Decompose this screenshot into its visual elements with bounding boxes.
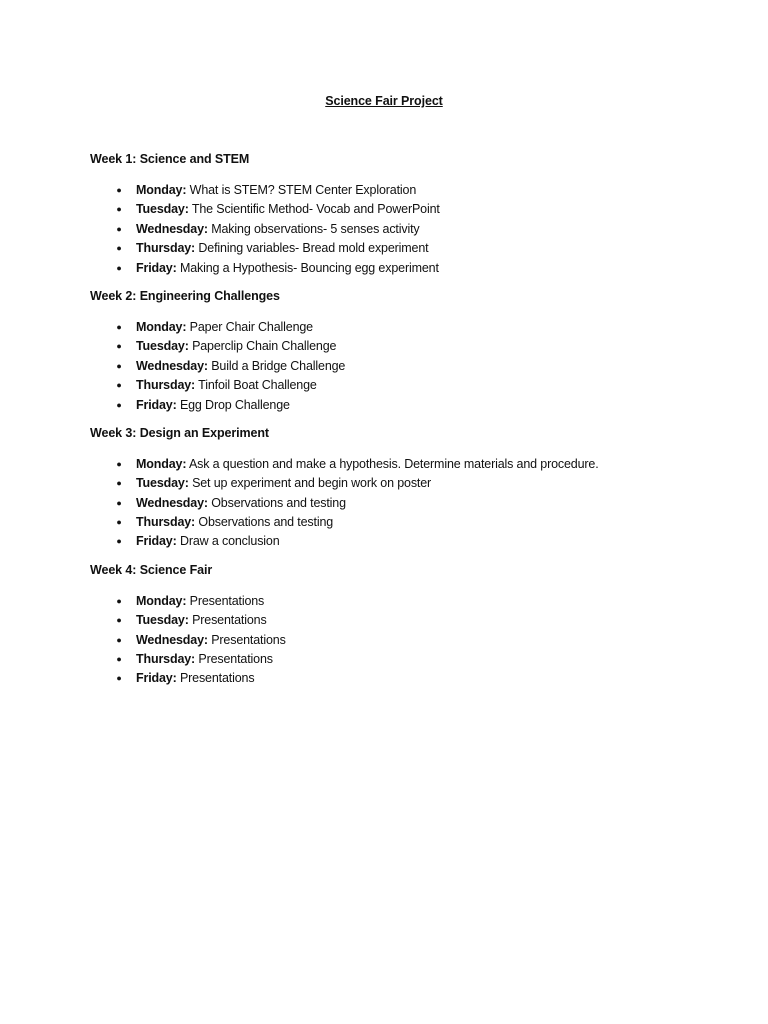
bullet-icon: ● [116, 223, 122, 234]
list-item [90, 259, 710, 278]
bullet-icon: ● [116, 341, 122, 352]
day-label: Tuesday: [136, 202, 189, 217]
activity-text: Presentations [176, 671, 255, 686]
bullet-icon: ● [116, 321, 122, 332]
list-item [90, 611, 710, 630]
week-section [90, 562, 710, 689]
list-item [90, 337, 710, 356]
activity-text: Build a Bridge Challenge [207, 358, 346, 373]
week-section [90, 425, 710, 552]
list-item [90, 592, 710, 611]
day-list [90, 318, 710, 415]
activity-text: Paperclip Chain Challenge [188, 339, 337, 354]
list-item [90, 669, 710, 688]
list-item [90, 513, 710, 532]
day-label: Friday: [136, 397, 177, 412]
list-item [90, 357, 710, 376]
list-item [90, 494, 710, 513]
list-item [90, 200, 710, 219]
list-item [90, 455, 710, 474]
activity-text: Paper Chair Challenge [186, 319, 313, 334]
day-label: Wednesday: [136, 358, 208, 373]
day-list [90, 592, 710, 689]
weeks-container [90, 151, 710, 699]
week-section [90, 151, 710, 278]
list-item [90, 239, 710, 258]
day-label: Wednesday: [136, 221, 208, 236]
list-item [90, 396, 710, 415]
day-label: Monday: [136, 183, 187, 197]
activity-text: What is STEM? STEM Center Exploration [186, 183, 417, 197]
bullet-icon: ● [116, 517, 122, 528]
bullet-icon: ● [116, 654, 122, 665]
bullet-icon: ● [116, 673, 122, 684]
day-label: Friday: [136, 260, 177, 275]
week-heading: Week 4: Science Fair [90, 562, 213, 577]
list-item [90, 474, 710, 493]
day-label: Tuesday: [136, 613, 189, 628]
day-label: Monday: [136, 456, 187, 471]
bullet-icon: ● [116, 615, 122, 626]
bullet-icon: ● [116, 595, 122, 606]
activity-text: Presentations [188, 613, 267, 628]
day-label: Thursday: [136, 241, 196, 256]
day-label: Tuesday: [136, 476, 189, 491]
week-section [90, 288, 710, 415]
bullet-icon: ● [116, 634, 122, 645]
activity-text: Ask a question and make a hypothesis. Determine materials and procedure. [186, 456, 599, 471]
activity-text: Presentations [186, 593, 265, 608]
day-label: Thursday: [136, 652, 196, 667]
list-item [90, 376, 710, 395]
list-item [90, 532, 710, 551]
activity-text: Making a Hypothesis- Bouncing egg experiment [176, 260, 439, 275]
bullet-icon: ● [116, 262, 122, 273]
list-item [90, 318, 710, 337]
activity-text: Egg Drop Challenge [176, 397, 290, 412]
bullet-icon: ● [116, 399, 122, 410]
list-item [90, 181, 710, 200]
activity-text: Making observations- 5 senses activity [207, 221, 420, 236]
day-label: Wednesday: [136, 495, 208, 510]
activity-text: Observations and testing [207, 495, 346, 510]
bullet-icon: ● [116, 497, 122, 508]
activity-text: Defining variables- Bread mold experiment [195, 241, 429, 256]
week-heading: Week 3: Design an Experiment [90, 425, 269, 440]
day-label: Tuesday: [136, 339, 189, 354]
bullet-icon: ● [116, 458, 122, 469]
day-label: Friday: [136, 534, 177, 549]
bullet-icon: ● [116, 243, 122, 254]
bullet-icon: ● [116, 380, 122, 391]
list-item [90, 650, 710, 669]
activity-text: Observations and testing [195, 515, 334, 530]
bullet-icon: ● [116, 478, 122, 489]
activity-text: Draw a conclusion [176, 534, 280, 549]
list-item [90, 220, 710, 239]
bullet-icon: ● [116, 185, 122, 195]
day-label: Thursday: [136, 378, 196, 393]
activity-text: Presentations [207, 632, 286, 647]
bullet-icon: ● [116, 536, 122, 547]
day-label: Monday: [136, 593, 187, 608]
day-label: Thursday: [136, 515, 196, 530]
activity-text: Set up experiment and begin work on poster [188, 476, 432, 491]
activity-text: The Scientific Method- Vocab and PowerPoint [188, 202, 440, 217]
list-item [90, 631, 710, 650]
bullet-icon: ● [116, 204, 122, 215]
day-label: Friday: [136, 671, 177, 686]
day-label: Monday: [136, 319, 187, 334]
document-title: Science Fair Project [325, 94, 443, 108]
bullet-icon: ● [116, 360, 122, 371]
activity-text: Tinfoil Boat Challenge [195, 378, 317, 393]
day-label: Wednesday: [136, 632, 208, 647]
day-list [90, 455, 710, 552]
activity-text: Presentations [195, 652, 273, 667]
week-heading: Week 1: Science and STEM [90, 152, 250, 166]
day-list [90, 181, 710, 278]
week-heading: Week 2: Engineering Challenges [90, 288, 280, 303]
